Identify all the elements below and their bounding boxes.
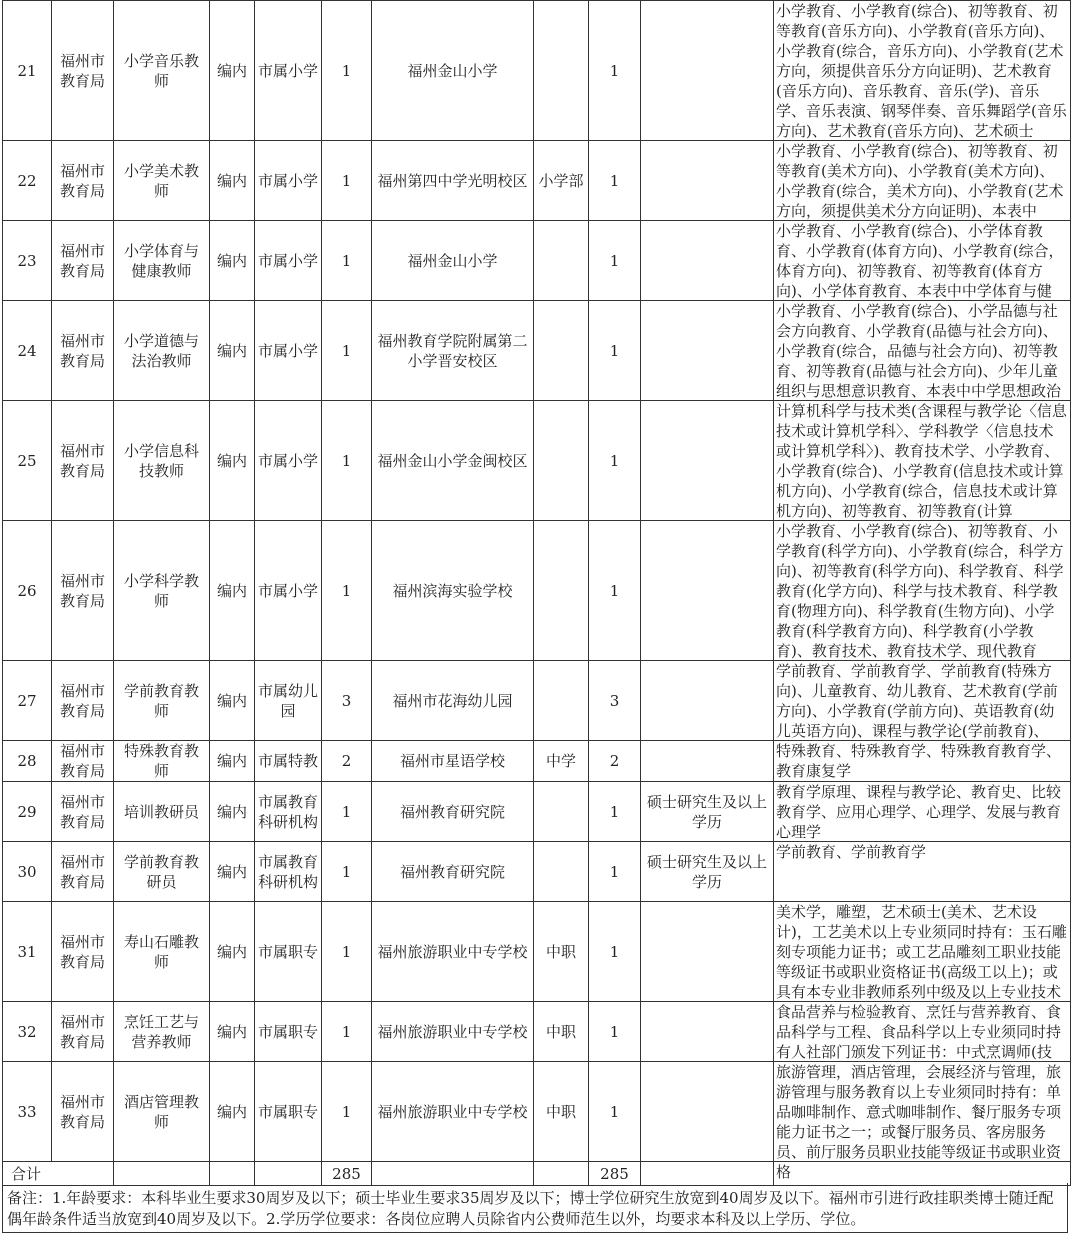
hiring-count-2-cell: 1	[589, 1, 641, 141]
school-level-cell: 市属职专	[255, 1062, 322, 1162]
department-cell: 中学	[534, 741, 589, 782]
education-requirement-cell	[641, 1062, 774, 1162]
major-requirement-cell	[774, 401, 1071, 521]
row-number-cell: 28	[3, 741, 52, 782]
education-requirement-cell	[641, 741, 774, 782]
staffing-type-cell: 编内	[210, 902, 255, 1002]
school-level-cell: 市属教育科研机构	[255, 842, 322, 902]
hiring-count-cell: 1	[322, 1002, 372, 1062]
school-name-cell: 福州第四中学光明校区	[372, 141, 534, 221]
education-requirement-cell	[641, 1, 774, 141]
position-name-cell: 小学美术教师	[114, 141, 210, 221]
empty-cell	[641, 1162, 774, 1186]
major-requirement-cell	[774, 842, 1071, 902]
major-requirement-text: 食品营养与检验教育、烹饪与营养教育、食品科学与工程、食品科学以上专业须同时持有人社部门颁发下列证书：中式烹调师(技	[776, 1003, 1062, 1061]
staffing-type-cell: 编内	[210, 301, 255, 401]
school-level-cell: 市属教育科研机构	[255, 782, 322, 842]
table-row	[3, 741, 1071, 782]
education-requirement-cell: 硕士研究生及以上学历	[641, 842, 774, 902]
major-requirement-cell	[774, 1002, 1071, 1062]
department-cell	[534, 401, 589, 521]
education-requirement-cell	[641, 141, 774, 221]
department-cell	[534, 521, 589, 661]
row-number-cell: 27	[3, 661, 52, 741]
hiring-count-2-cell: 3	[589, 661, 641, 741]
staffing-type-cell: 编内	[210, 141, 255, 221]
hiring-count-cell: 1	[322, 521, 372, 661]
major-requirement-cell	[774, 221, 1071, 301]
hiring-count-2-cell: 1	[589, 521, 641, 661]
table-row	[3, 221, 1071, 301]
department-cell: 中职	[534, 1062, 589, 1162]
employer-unit-cell: 福州市教育局	[52, 1002, 114, 1062]
empty-cell	[255, 1162, 322, 1186]
hiring-count-2-cell: 1	[589, 902, 641, 1002]
school-level-cell: 市属幼儿园	[255, 661, 322, 741]
table-row	[3, 521, 1071, 661]
hiring-count-cell: 3	[322, 661, 372, 741]
table-row	[3, 1, 1071, 141]
position-name-cell: 特殊教育教师	[114, 741, 210, 782]
employer-unit-cell: 福州市教育局	[52, 1062, 114, 1162]
education-requirement-cell	[641, 902, 774, 1002]
department-cell: 小学部	[534, 141, 589, 221]
major-requirement-text: 学前教育、学前教育学	[776, 843, 927, 861]
school-name-cell: 福州金山小学	[372, 1, 534, 141]
empty-cell	[372, 1162, 534, 1186]
hiring-count-cell: 1	[322, 141, 372, 221]
hiring-count-cell: 2	[322, 741, 372, 782]
school-level-cell: 市属小学	[255, 401, 322, 521]
department-cell	[534, 661, 589, 741]
staffing-type-cell: 编内	[210, 221, 255, 301]
hiring-count-2-cell: 1	[589, 141, 641, 221]
major-requirement-cell	[774, 661, 1071, 741]
hiring-count-cell: 1	[322, 842, 372, 902]
row-number-cell: 24	[3, 301, 52, 401]
school-name-cell: 福州滨海实验学校	[372, 521, 534, 661]
hiring-count-cell: 1	[322, 401, 372, 521]
row-number-cell: 33	[3, 1062, 52, 1162]
department-cell	[534, 1, 589, 141]
staffing-type-cell: 编内	[210, 842, 255, 902]
employer-unit-cell: 福州市教育局	[52, 301, 114, 401]
major-requirement-text: 学前教育、学前教育学、学前教育(特殊方向)、儿童教育、幼儿教育、艺术教育(学前方向)、小学教育(学前方向)、英语教育(幼儿英语方向)、课程与教学论(学前教育)、	[776, 662, 1058, 740]
position-name-cell: 小学科学教师	[114, 521, 210, 661]
table-row	[3, 301, 1071, 401]
employer-unit-cell: 福州市教育局	[52, 521, 114, 661]
position-name-cell: 酒店管理教师	[114, 1062, 210, 1162]
empty-cell	[210, 1162, 255, 1186]
major-requirement-cell	[774, 1, 1071, 141]
hiring-count-2-cell: 1	[589, 1002, 641, 1062]
hiring-count-2-cell: 1	[589, 301, 641, 401]
education-requirement-cell: 硕士研究生及以上学历	[641, 782, 774, 842]
hiring-count-2-cell: 1	[589, 401, 641, 521]
hiring-count-cell: 1	[322, 301, 372, 401]
hiring-count-2-cell: 1	[589, 221, 641, 301]
school-level-cell: 市属小学	[255, 1, 322, 141]
major-requirement-cell	[774, 1062, 1071, 1181]
school-level-cell: 市属小学	[255, 521, 322, 661]
staffing-type-cell: 编内	[210, 521, 255, 661]
school-level-cell: 市属小学	[255, 301, 322, 401]
table-row	[3, 1062, 1071, 1162]
hiring-count-2-cell: 1	[589, 1062, 641, 1162]
row-number-cell: 31	[3, 902, 52, 1002]
major-requirement-text: 小学教育、小学教育(综合)、小学品德与社会方向教育、小学教育(品德与社会方向)、小学教育(综合，品德与社会方向)、初等教育、初等教育(品德与社会方向)、少年儿童组织与思想意识教育、本表中中学思想政治	[776, 302, 1062, 400]
major-requirement-text: 教育学原理、课程与教学论、教育史、比较教育学、应用心理学、心理学、发展与教育心理学	[776, 783, 1062, 841]
department-cell	[534, 221, 589, 301]
position-name-cell: 学前教育教研员	[114, 842, 210, 902]
major-requirement-cell	[774, 782, 1071, 842]
row-number-cell: 23	[3, 221, 52, 301]
school-level-cell: 市属小学	[255, 221, 322, 301]
total-count-2: 285	[589, 1162, 641, 1186]
staffing-type-cell: 编内	[210, 661, 255, 741]
department-cell: 中职	[534, 902, 589, 1002]
total-label: 合计	[3, 1162, 114, 1186]
table-row	[3, 1002, 1071, 1062]
school-level-cell: 市属特教	[255, 741, 322, 782]
row-number-cell: 21	[3, 1, 52, 141]
hiring-count-2-cell: 1	[589, 842, 641, 902]
school-name-cell: 福州市花海幼儿园	[372, 661, 534, 741]
hiring-count-cell: 1	[322, 902, 372, 1002]
department-cell	[534, 782, 589, 842]
recruitment-table	[2, 0, 1071, 1186]
education-requirement-cell	[641, 661, 774, 741]
staffing-type-cell: 编内	[210, 401, 255, 521]
staffing-type-cell: 编内	[210, 1, 255, 141]
row-number-cell: 29	[3, 782, 52, 842]
hiring-count-2-cell: 2	[589, 741, 641, 782]
hiring-count-cell: 1	[322, 221, 372, 301]
major-requirement-text: 小学教育、小学教育(综合)、初等教育、初等教育(美术方向)、小学教育(美术方向)、小学教育(综合，美术方向)、小学教育(艺术方向，须提供美术分方向证明)、本表中	[776, 142, 1064, 220]
employer-unit-cell: 福州市教育局	[52, 221, 114, 301]
major-requirement-cell	[774, 902, 1071, 1002]
table-row	[3, 401, 1071, 521]
total-row	[3, 1162, 1071, 1186]
school-level-cell: 市属小学	[255, 141, 322, 221]
school-level-cell: 市属职专	[255, 1002, 322, 1062]
school-name-cell: 福州市星语学校	[372, 741, 534, 782]
employer-unit-cell: 福州市教育局	[52, 842, 114, 902]
major-requirement-text: 美术学，雕塑，艺术硕士(美术、艺术设计)，工艺美术以上专业须同时持有：玉石雕刻专项能力证书；或工艺品雕刻工职业技能等级证书或职业资格证书(高级工以上)；或具有本专业非教师系列中级及以上专业技术	[776, 903, 1067, 1001]
position-name-cell: 小学道德与法治教师	[114, 301, 210, 401]
empty-cell	[114, 1162, 210, 1186]
school-name-cell: 福州金山小学	[372, 221, 534, 301]
row-number-cell: 30	[3, 842, 52, 902]
staffing-type-cell: 编内	[210, 741, 255, 782]
school-name-cell: 福州旅游职业中专学校	[372, 1002, 534, 1062]
staffing-type-cell: 编内	[210, 1002, 255, 1062]
major-requirement-text: 旅游管理，酒店管理，会展经济与管理，旅游管理与服务教育以上专业须同时持有：单品咖啡制作、意式咖啡制作、餐厅服务专项能力证书之一；或餐厅服务员、客房服务员、前厅服务员职业技能等级证书或职业资格	[776, 1063, 1062, 1181]
school-name-cell: 福州教育研究院	[372, 782, 534, 842]
position-name-cell: 培训教研员	[114, 782, 210, 842]
major-requirement-cell	[774, 521, 1071, 661]
position-name-cell: 小学音乐教师	[114, 1, 210, 141]
total-count: 285	[322, 1162, 372, 1186]
employer-unit-cell: 福州市教育局	[52, 141, 114, 221]
school-name-cell: 福州旅游职业中专学校	[372, 902, 534, 1002]
staffing-type-cell: 编内	[210, 782, 255, 842]
table-row	[3, 902, 1071, 1002]
major-requirement-cell	[774, 141, 1071, 221]
department-cell: 中职	[534, 1002, 589, 1062]
row-number-cell: 26	[3, 521, 52, 661]
row-number-cell: 22	[3, 141, 52, 221]
employer-unit-cell: 福州市教育局	[52, 401, 114, 521]
major-requirement-text: 小学教育、小学教育(综合)、初等教育、小学教育(科学方向)、小学教育(综合，科学方向)、初等教育(科学方向)、科学教育、科学教育(化学方向)、科学与技术教育、科学教育(物理方向)、科学教育(生物方向)、小学教育(科学教育方向)、科学教育(小学教育)、教育技术、教育技术学、现代教育	[776, 522, 1064, 660]
empty-cell	[774, 1162, 1071, 1186]
major-requirement-cell	[774, 301, 1071, 401]
position-name-cell: 小学信息科技教师	[114, 401, 210, 521]
employer-unit-cell: 福州市教育局	[52, 661, 114, 741]
employer-unit-cell: 福州市教育局	[52, 782, 114, 842]
staffing-type-cell: 编内	[210, 1062, 255, 1162]
row-number-cell: 25	[3, 401, 52, 521]
education-requirement-cell	[641, 1002, 774, 1062]
school-name-cell: 福州教育研究院	[372, 842, 534, 902]
department-cell	[534, 842, 589, 902]
footnote: 备注：1.年龄要求：本科毕业生要求30周岁及以下；硕士毕业生要求35周岁及以下；博士学位研究生放宽到40周岁及以下。福州市引进行政挂职类博士随迁配偶年龄条件适当放宽到40周岁及以下。2.学历学位要求：各岗位应聘人员除省内公费师范生以外，均要求本科及以上学历、学位。	[2, 1183, 1068, 1233]
major-requirement-cell	[774, 741, 1071, 782]
department-cell	[534, 301, 589, 401]
position-name-cell: 寿山石雕教师	[114, 902, 210, 1002]
employer-unit-cell: 福州市教育局	[52, 741, 114, 782]
education-requirement-cell	[641, 401, 774, 521]
table-row	[3, 661, 1071, 741]
hiring-count-cell: 1	[322, 1062, 372, 1162]
employer-unit-cell: 福州市教育局	[52, 902, 114, 1002]
hiring-count-cell: 1	[322, 1, 372, 141]
position-name-cell: 小学体育与健康教师	[114, 221, 210, 301]
major-requirement-text: 计算机科学与技术类(含课程与教学论〈信息技术或计算机学科〉、学科教学〈信息技术或计算机学科〉)、教育技术学、小学教育、小学教育(综合)、小学教育(信息技术或计算机方向)、小学教育(综合，信息技术或计算机方向)、初等教育、初等教育(计算	[776, 402, 1067, 520]
empty-cell	[534, 1162, 589, 1186]
school-level-cell: 市属职专	[255, 902, 322, 1002]
position-name-cell: 烹饪工艺与营养教师	[114, 1002, 210, 1062]
hiring-count-cell: 1	[322, 782, 372, 842]
education-requirement-cell	[641, 221, 774, 301]
table-row	[3, 141, 1071, 221]
school-name-cell: 福州金山小学金闽校区	[372, 401, 534, 521]
hiring-count-2-cell: 1	[589, 782, 641, 842]
school-name-cell: 福州旅游职业中专学校	[372, 1062, 534, 1162]
position-name-cell: 学前教育教师	[114, 661, 210, 741]
major-requirement-text: 小学教育、小学教育(综合)、初等教育、初等教育(音乐方向)、小学教育(音乐方向)、小学教育(综合，音乐方向)、小学教育(艺术方向，须提供音乐分方向证明)、艺术教育(音乐方向)、音乐教育、音乐(学)、音乐学、音乐表演、钢琴伴奏、音乐舞蹈学(音乐方向)、艺术教育(音乐方向)、艺术硕士	[776, 2, 1067, 140]
education-requirement-cell	[641, 301, 774, 401]
school-name-cell: 福州教育学院附属第二小学晋安校区	[372, 301, 534, 401]
table-row	[3, 782, 1071, 842]
employer-unit-cell: 福州市教育局	[52, 1, 114, 141]
education-requirement-cell	[641, 521, 774, 661]
row-number-cell: 32	[3, 1002, 52, 1062]
table-row	[3, 842, 1071, 902]
major-requirement-text: 小学教育、小学教育(综合)、小学体育教育、小学教育(体育方向)、小学教育(综合，体育方向)、初等教育、初等教育(体育方向)、小学体育教育、本表中中学体育与健	[776, 222, 1064, 300]
major-requirement-text: 特殊教育、特殊教育学、特殊教育教育学、教育康复学	[776, 742, 1062, 780]
